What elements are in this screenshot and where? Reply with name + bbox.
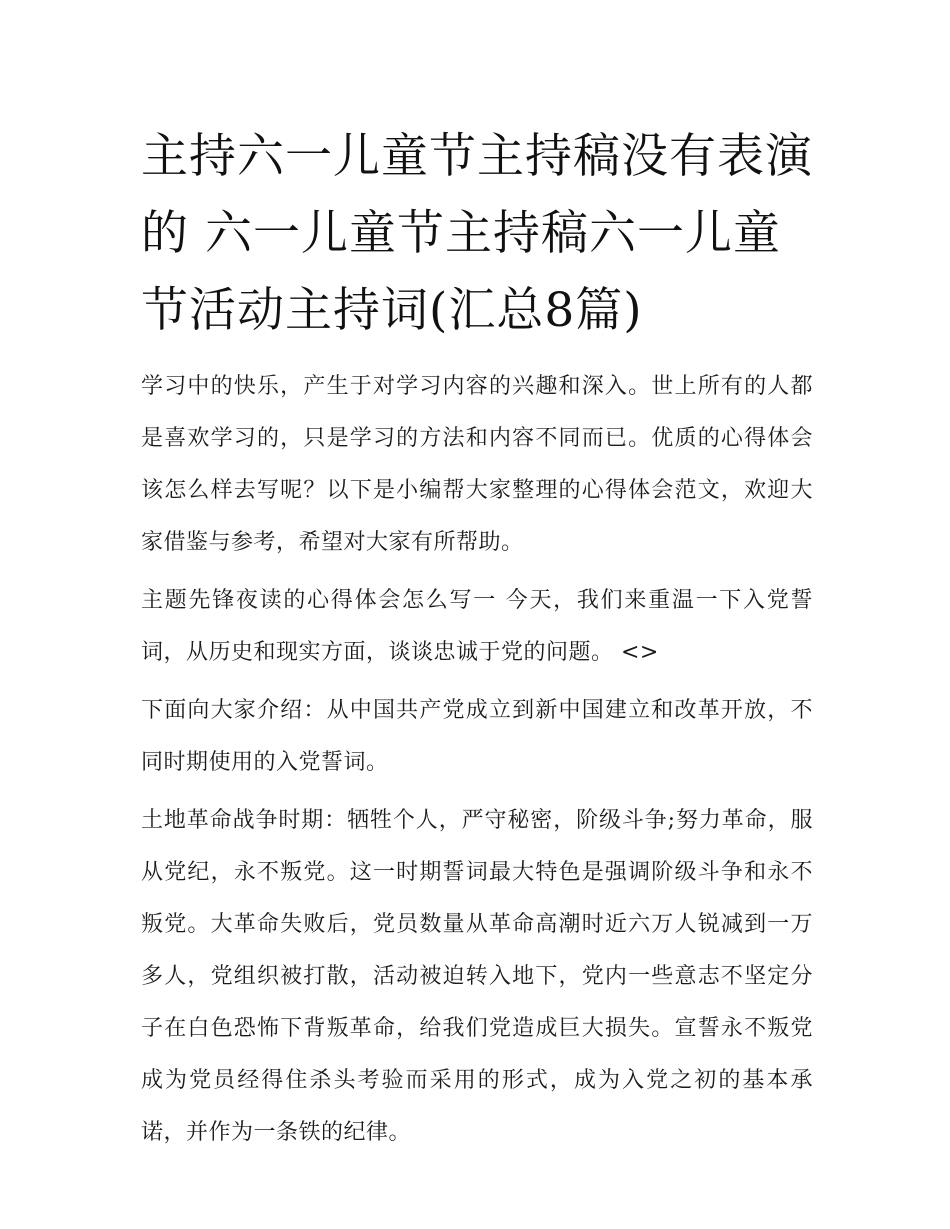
paragraph-land-revolution: 土地革命战争时期：牺牲个人，严守秘密，阶级斗争;努力革命，服从党纪，永不叛党。这一时期誓词最大特色是强调阶级斗争和永不叛党。大革命失败后，党员数量从革命高潮时近六万人锐减到一万多人，党组织被打散，活动被迫转入地下，党内一些意志不坚定分子在白色恐怖下背叛革命，给我们党造成巨大损失。宣誓永不叛党成为党员经得住杀头考验而采用的形式，成为入党之初的基本承诺，并作为一条铁的纪律。 [141, 808, 813, 1145]
paragraph-intro: 学习中的快乐，产生于对学习内容的兴趣和深入。世上所有的人都是喜欢学习的，只是学习的方法和内容不同而已。优质的心得体会该怎么样去写呢？以下是小编帮大家整理的心得体会范文，欢迎大家借鉴与参考，希望对大家有所帮助。 [141, 374, 813, 555]
paragraph-introduction: 下面向大家介绍：从中国共产党成立到新中国建立和改革开放，不同时期使用的入党誓词。 [141, 698, 813, 775]
paragraph-oath-review: 主题先锋夜读的心得体会怎么写一 今天，我们来重温一下入党誓词，从历史和现实方面，谈谈忠诚于党的问题。 <> [141, 588, 813, 665]
document-body [141, 118, 813, 1165]
document-title: 主持六一儿童节主持稿没有表演的 六一儿童节主持稿六一儿童节活动主持词(汇总8篇) [141, 129, 813, 338]
